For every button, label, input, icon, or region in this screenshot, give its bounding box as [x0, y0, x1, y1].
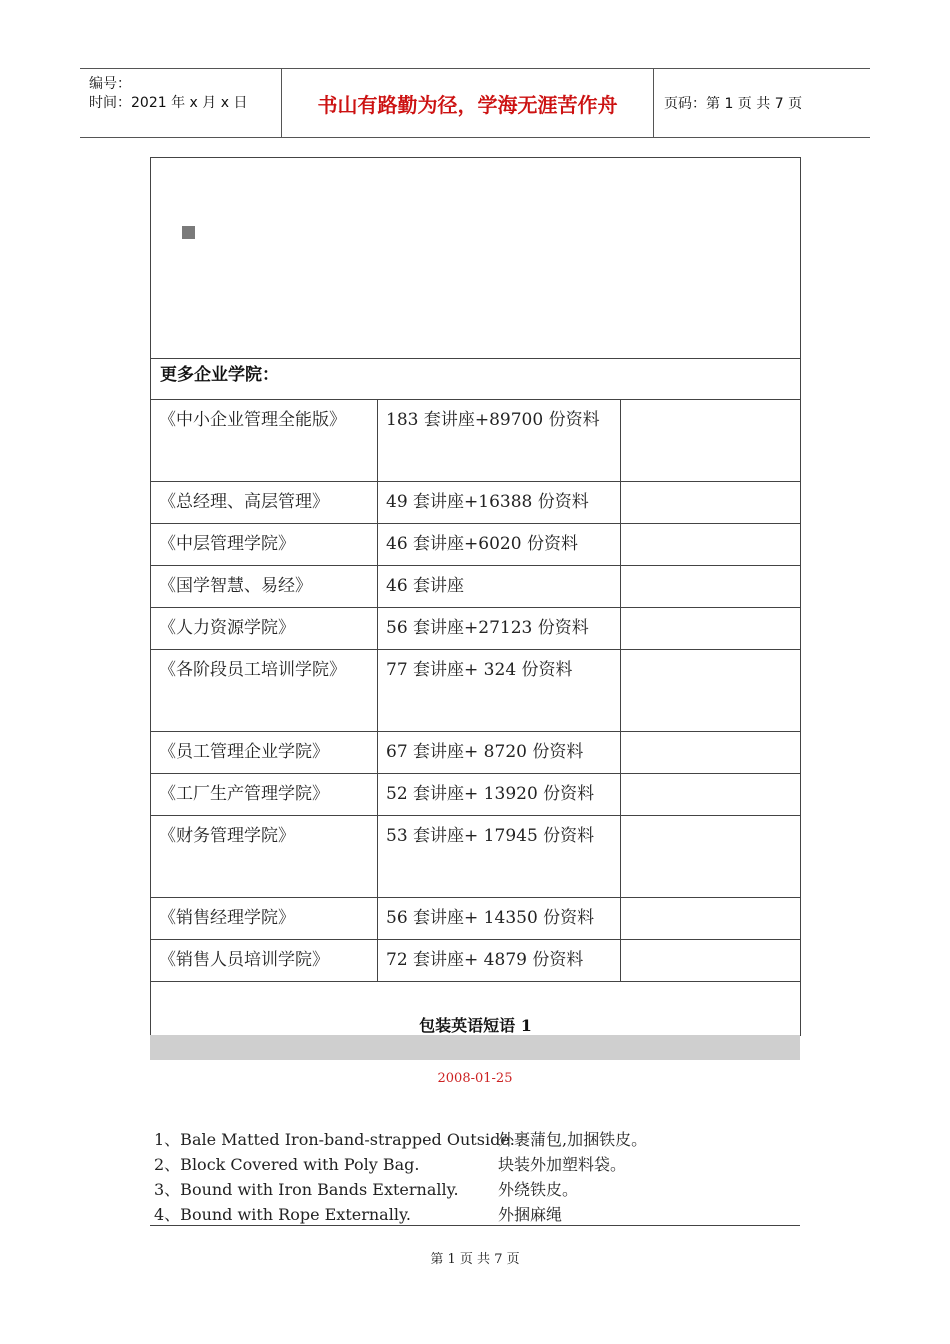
empty-cell: [621, 566, 801, 608]
college-name[interactable]: 《工厂生产管理学院》: [151, 774, 378, 816]
college-info: 53 套讲座+ 17945 份资料: [378, 816, 621, 898]
empty-cell: [621, 650, 801, 732]
table-row: [151, 732, 800, 774]
table-row: [151, 774, 800, 816]
code-label: 编号：: [89, 76, 131, 92]
square-bullet-icon: [182, 226, 195, 239]
college-name[interactable]: 《财务管理学院》: [151, 816, 378, 898]
table-row: [151, 566, 800, 608]
table-row: [151, 650, 800, 732]
table-row: [151, 608, 800, 650]
table-row: [151, 482, 800, 524]
empty-cell: [621, 940, 801, 982]
header-slogan: 书山有路勤为径，学海无涯苦作舟: [282, 69, 654, 137]
empty-cell: [621, 898, 801, 940]
college-info: 67 套讲座+ 8720 份资料: [378, 732, 621, 774]
college-info: 49 套讲座+16388 份资料: [378, 482, 621, 524]
college-name[interactable]: 《人力资源学院》: [151, 608, 378, 650]
article-date: 2008-01-25: [437, 1071, 513, 1086]
footer-divider: [150, 1225, 800, 1226]
college-info: 56 套讲座+27123 份资料: [378, 608, 621, 650]
phrase-en: 4、Bound with Rope Externally.: [154, 1205, 411, 1224]
college-name[interactable]: 《各阶段员工培训学院》: [151, 650, 378, 732]
colleges-table: [151, 399, 800, 982]
phrase-en: 1、Bale Matted Iron-band-strapped Outside.: [154, 1130, 515, 1149]
phrase-en: 2、Block Covered with Poly Bag.: [154, 1155, 420, 1174]
phrase-zh: 块装外加塑料袋。: [498, 1155, 627, 1174]
table-row: [151, 816, 800, 898]
phrase-en: 3、Bound with Iron Bands Externally.: [154, 1180, 459, 1199]
empty-cell: [621, 774, 801, 816]
college-name[interactable]: 《销售经理学院》: [151, 898, 378, 940]
college-info: 52 套讲座+ 13920 份资料: [378, 774, 621, 816]
article-title: 包装英语短语 1: [419, 1016, 532, 1035]
college-name[interactable]: 《员工管理企业学院》: [151, 732, 378, 774]
phrase-zh: 外捆麻绳: [498, 1205, 563, 1224]
table-row: [151, 524, 800, 566]
ad-box: [150, 157, 801, 1036]
college-name[interactable]: 《国学智慧、易经》: [151, 566, 378, 608]
table-row: [151, 400, 800, 482]
college-name[interactable]: 《总经理、高层管理》: [151, 482, 378, 524]
empty-cell: [621, 608, 801, 650]
college-name[interactable]: 《中层管理学院》: [151, 524, 378, 566]
header-meta: [80, 69, 282, 137]
empty-cell: [621, 482, 801, 524]
empty-cell: [621, 732, 801, 774]
grey-bar: [150, 1035, 800, 1060]
empty-cell: [621, 816, 801, 898]
divider: [151, 358, 800, 359]
more-colleges-title: 更多企业学院：: [160, 365, 279, 385]
college-info: 46 套讲座+6020 份资料: [378, 524, 621, 566]
college-info: 72 套讲座+ 4879 份资料: [378, 940, 621, 982]
phrase-zh: 外裹蒲包,加捆铁皮。: [498, 1130, 648, 1149]
page-footer: 第 1 页 共 7 页: [430, 1252, 520, 1267]
table-row: [151, 898, 800, 940]
college-info: 56 套讲座+ 14350 份资料: [378, 898, 621, 940]
college-info: 46 套讲座: [378, 566, 621, 608]
header-page-info: 页码：第 1 页 共 7 页: [664, 96, 803, 112]
page-header: [80, 68, 870, 138]
time-label: 时间：2021 年 x 月 x 日: [89, 95, 248, 111]
table-row: [151, 940, 800, 982]
college-name[interactable]: 《中小企业管理全能版》: [151, 400, 378, 482]
college-info: 77 套讲座+ 324 份资料: [378, 650, 621, 732]
college-info: 183 套讲座+89700 份资料: [378, 400, 621, 482]
phrase-zh: 外绕铁皮。: [498, 1180, 579, 1199]
empty-cell: [621, 524, 801, 566]
empty-cell: [621, 400, 801, 482]
college-name[interactable]: 《销售人员培训学院》: [151, 940, 378, 982]
